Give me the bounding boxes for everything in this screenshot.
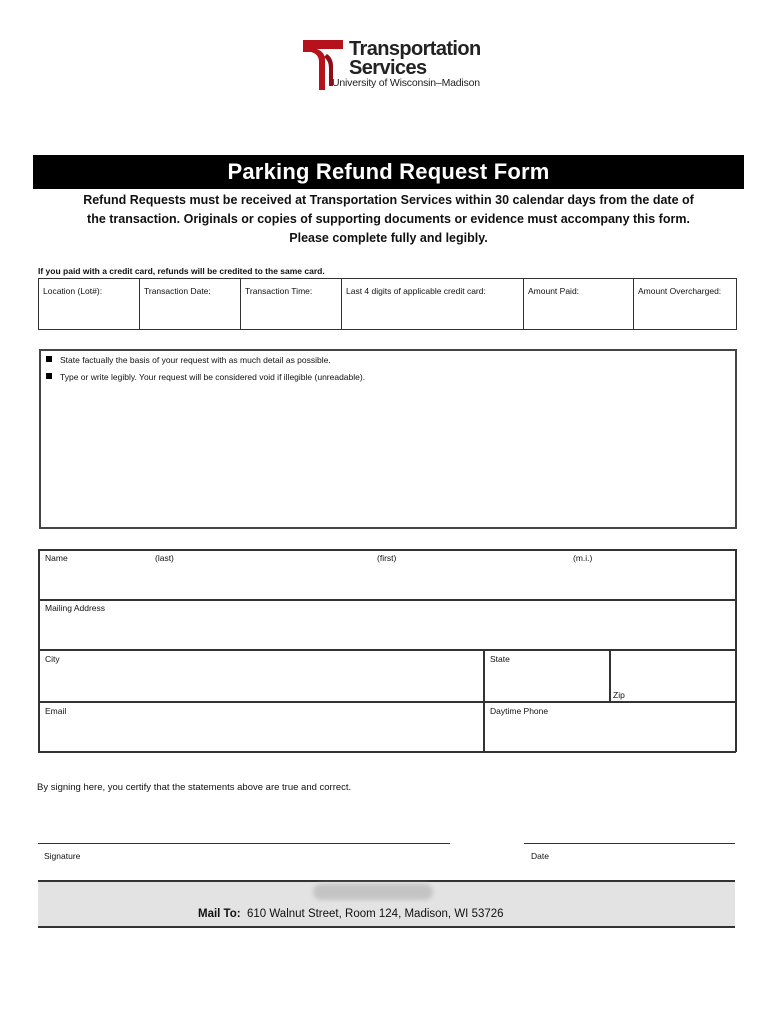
zip-field[interactable]: Zip bbox=[613, 690, 625, 700]
location-lot-field[interactable]: Location (Lot#): bbox=[39, 279, 140, 330]
bullet-square-icon bbox=[46, 356, 52, 362]
redacted-smudge bbox=[313, 884, 433, 900]
daytime-phone-field[interactable]: Daytime Phone bbox=[490, 706, 549, 716]
intro-line-3: Please complete fully and legibly. bbox=[289, 231, 488, 245]
signature-line[interactable] bbox=[38, 843, 450, 844]
mailing-address-field[interactable]: Mailing Address bbox=[45, 603, 106, 613]
form-title: Parking Refund Request Form bbox=[33, 155, 744, 189]
grid-line bbox=[38, 701, 736, 703]
instruction-item: State factually the basis of your request with as much detail as possible. bbox=[46, 355, 331, 365]
last-name-label: (last) bbox=[155, 553, 174, 563]
intro-line-1: Refund Requests must be received at Transportation Services within 30 calendar days from the date of bbox=[83, 193, 694, 207]
intro-line-2: the transaction. Originals or copies of supporting documents or evidence must accompany this form. bbox=[87, 212, 690, 226]
email-field[interactable]: Email bbox=[45, 706, 67, 716]
grid-line bbox=[38, 549, 736, 551]
intro-text bbox=[33, 191, 744, 248]
transaction-time-field[interactable]: Transaction Time: bbox=[241, 279, 342, 330]
bullet-square-icon bbox=[46, 373, 52, 379]
date-label: Date bbox=[531, 851, 549, 861]
instruction-item: Type or write legibly. Your request will be considered void if illegible (unreadable). bbox=[46, 372, 365, 382]
grid-line bbox=[38, 751, 736, 753]
mail-to-label: Mail To bbox=[198, 908, 237, 920]
amount-paid-field[interactable]: Amount Paid: bbox=[524, 279, 634, 330]
grid-line bbox=[735, 549, 737, 752]
logo-text-services: Services bbox=[349, 57, 427, 79]
credit-card-note: If you paid with a credit card, refunds will be credited to the same card. bbox=[38, 266, 325, 276]
transaction-date-field[interactable]: Transaction Date: bbox=[140, 279, 241, 330]
logo-text-transportation: Transportation bbox=[349, 38, 481, 60]
grid-line bbox=[609, 649, 611, 701]
certification-statement: By signing here, you certify that the statements above are true and correct. bbox=[37, 782, 352, 793]
signature-label: Signature bbox=[44, 851, 81, 861]
first-name-label: (first) bbox=[377, 553, 397, 563]
state-field[interactable]: State bbox=[490, 654, 510, 664]
logo-subtitle: University of Wisconsin–Madison bbox=[332, 77, 480, 89]
grid-line bbox=[38, 599, 736, 601]
mail-address: 610 Walnut Street, Room 124, Madison, WI 53726 bbox=[247, 908, 504, 920]
transaction-table bbox=[38, 278, 737, 330]
grid-line bbox=[38, 549, 40, 752]
mail-to-address: Mail To: 610 Walnut Street, Room 124, Madison, WI 53726 bbox=[198, 908, 504, 920]
card-last4-field[interactable]: Last 4 digits of applicable credit card: bbox=[342, 279, 524, 330]
grid-line bbox=[38, 649, 736, 651]
amount-overcharged-field[interactable]: Amount Overcharged: bbox=[634, 279, 737, 330]
date-line[interactable] bbox=[524, 843, 735, 844]
middle-initial-label: (m.i.) bbox=[573, 553, 593, 563]
name-field[interactable]: Name bbox=[45, 553, 68, 563]
grid-line bbox=[483, 649, 485, 752]
city-field[interactable]: City bbox=[45, 654, 60, 664]
request-explanation-box[interactable] bbox=[39, 349, 737, 529]
